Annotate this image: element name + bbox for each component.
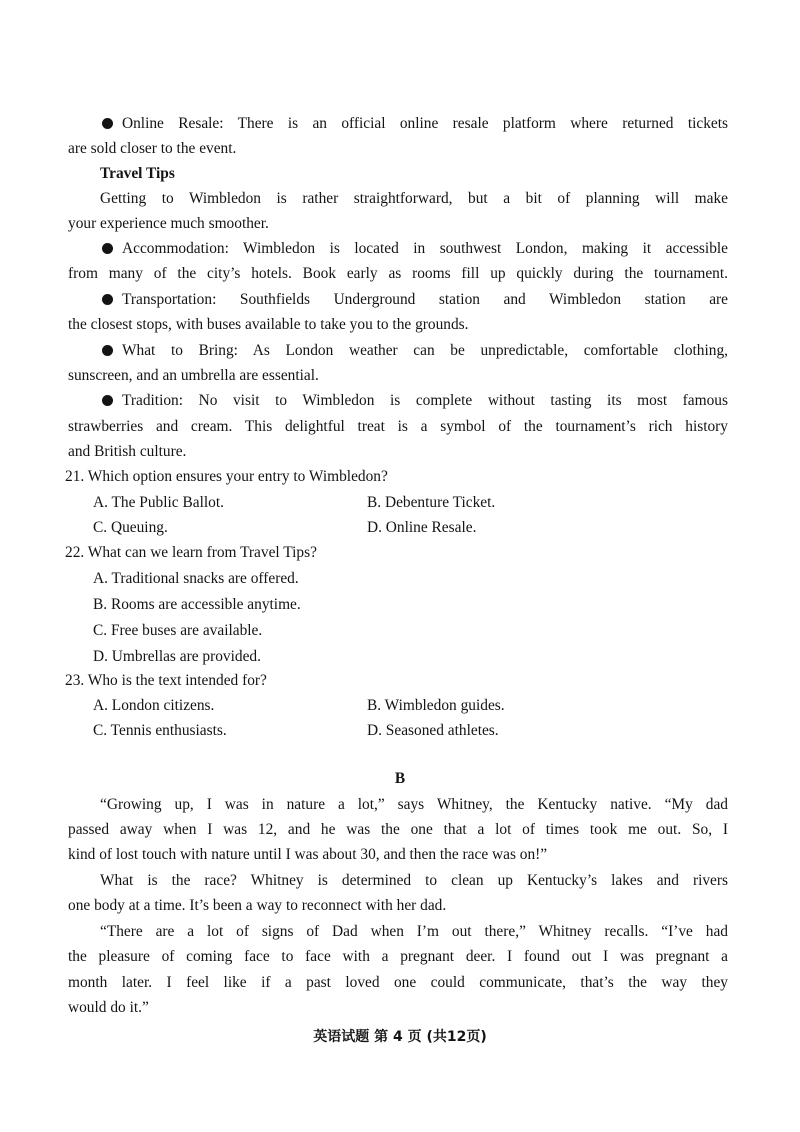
question-21-option-a[interactable]: A. The Public Ballot. (93, 494, 224, 511)
passage-b-p3-line-2: the pleasure of coming face to face with a pregnant deer. I found out I was pregnant a (68, 948, 728, 965)
question-21-option-c[interactable]: C. Queuing. (93, 519, 168, 536)
passage-b-p2-line-2: one body at a time. It’s been a way to reconnect with her dad. (68, 897, 447, 914)
question-23-option-a[interactable]: A. London citizens. (93, 697, 215, 714)
question-22-option-c[interactable]: C. Free buses are available. (93, 622, 263, 639)
bullet-icon (102, 294, 113, 305)
passage-b-p3-line-3: month later. I feel like if a past loved one could communicate, that’s the way they (68, 974, 728, 991)
passage-b-p1-line-1: “Growing up, I was in nature a lot,” says Whitney, the Kentucky native. “My dad (100, 796, 728, 813)
online-resale-line-1: Online Resale: There is an official online resale platform where returned tickets (102, 114, 728, 134)
passage-b-label: B (394, 770, 406, 787)
question-23-stem: 23. Who is the text intended for? (65, 672, 267, 689)
question-22-option-a[interactable]: A. Traditional snacks are offered. (93, 570, 299, 587)
travel-tips-heading: Travel Tips (100, 165, 175, 182)
question-23-option-c[interactable]: C. Tennis enthusiasts. (93, 722, 227, 739)
online-resale-line-2: are sold closer to the event. (68, 140, 237, 157)
passage-b-p3-line-1: “There are a lot of signs of Dad when I’m out there,” Whitney recalls. “I’ve had (100, 923, 728, 940)
question-21-option-b[interactable]: B. Debenture Ticket. (367, 494, 496, 511)
question-21-stem: 21. Which option ensures your entry to Wimbledon? (65, 468, 388, 485)
what-to-bring-line-2: sunscreen, and an umbrella are essential. (68, 367, 319, 384)
question-22-option-b[interactable]: B. Rooms are accessible anytime. (93, 596, 301, 613)
question-23-option-d[interactable]: D. Seasoned athletes. (367, 722, 499, 739)
question-22-stem: 22. What can we learn from Travel Tips? (65, 544, 317, 561)
bullet-icon (102, 243, 113, 254)
travel-tips-intro-line-1: Getting to Wimbledon is rather straightforward, but a bit of planning will make (100, 190, 728, 207)
passage-b-p3-line-4: would do it.” (68, 999, 149, 1016)
passage-b-p1-line-3: kind of lost touch with nature until I was about 30, and then the race was on!” (68, 846, 548, 863)
question-23-option-b[interactable]: B. Wimbledon guides. (367, 697, 505, 714)
question-21-option-d[interactable]: D. Online Resale. (367, 519, 477, 536)
accommodation-line-1: Accommodation: Wimbledon is located in southwest London, making it accessible (102, 239, 728, 259)
bullet-icon (102, 118, 113, 129)
bullet-icon (102, 395, 113, 406)
bullet-icon (102, 345, 113, 356)
passage-b-p1-line-2: passed away when I was 12, and he was the one that a lot of times took me out. So, I (68, 821, 728, 838)
tradition-line-1: Tradition: No visit to Wimbledon is complete without tasting its most famous (102, 391, 728, 411)
travel-tips-intro-line-2: your experience much smoother. (68, 215, 269, 232)
transportation-line-2: the closest stops, with buses available to take you to the grounds. (68, 316, 469, 333)
page-footer: 英语试题 第 4 页 (共12页) (313, 1029, 487, 1045)
tradition-line-3: and British culture. (68, 443, 187, 460)
tradition-line-2: strawberries and cream. This delightful treat is a symbol of the tournament’s rich history (68, 418, 728, 435)
passage-b-p2-line-1: What is the race? Whitney is determined to clean up Kentucky’s lakes and rivers (100, 872, 728, 889)
what-to-bring-line-1: What to Bring: As London weather can be unpredictable, comfortable clothing, (102, 341, 728, 361)
question-22-option-d[interactable]: D. Umbrellas are provided. (93, 648, 261, 665)
transportation-line-1: Transportation: Southfields Underground station and Wimbledon station are (102, 290, 728, 310)
accommodation-line-2: from many of the city’s hotels. Book early as rooms fill up quickly during the tournament. (68, 265, 728, 282)
